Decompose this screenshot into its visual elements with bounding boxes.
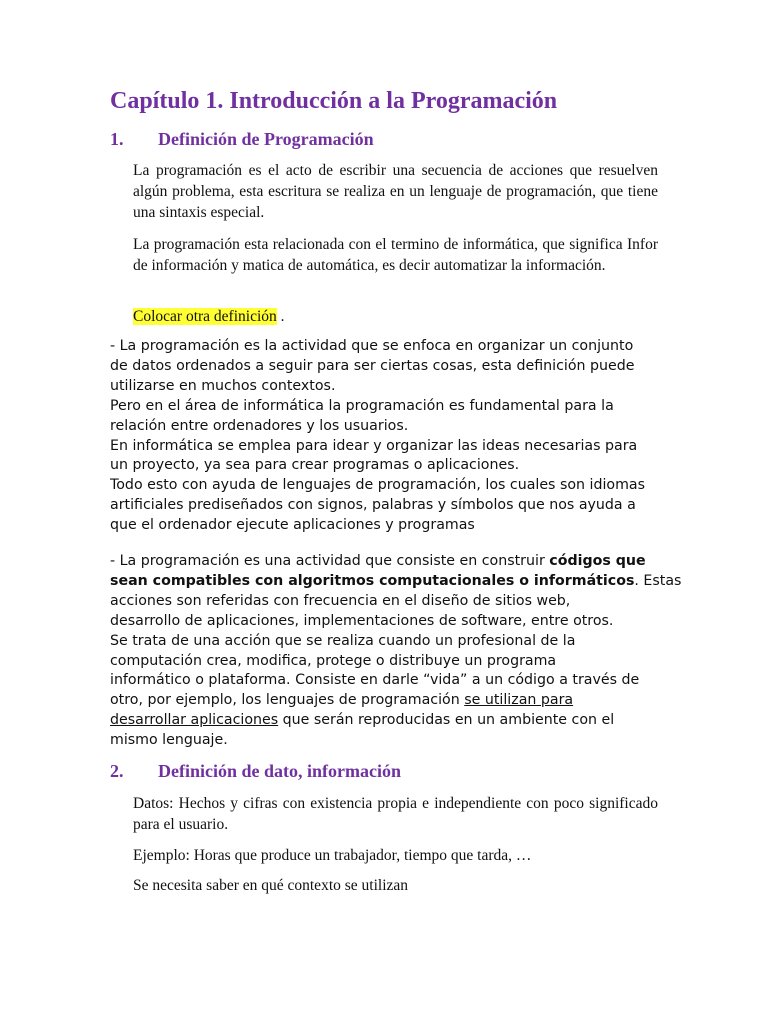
section-number: 1. xyxy=(110,129,124,149)
text-line: un proyecto, ya sea para crear programas o aplicaciones. xyxy=(110,457,520,474)
text-block xyxy=(110,552,682,751)
text-run: - La programación es una actividad que consiste en construir xyxy=(110,553,550,569)
paragraph: Se necesita saber en qué contexto se utilizan xyxy=(133,877,409,894)
bold-text: códigos que xyxy=(549,553,646,569)
text-line xyxy=(110,691,670,711)
text-line: que el ordenador ejecute aplicaciones y programas xyxy=(110,517,475,534)
underlined-text: desarrollar aplicaciones xyxy=(110,712,279,729)
text-line: En informática se emplea para idear y organizar las ideas necesarias para xyxy=(110,437,638,454)
text-line: Todo esto con ayuda de lenguajes de programación, los cuales son idiomas xyxy=(110,477,646,494)
text-line: acciones son referidas con frecuencia en el diseño de sitios web, xyxy=(110,592,571,609)
paragraph: Datos: Hechos y cifras con existencia propia e independiente con poco significado para el usuario. xyxy=(133,795,658,833)
text-line: de datos ordenados a seguir para ser ciertas cosas, esta definición puede xyxy=(110,357,635,374)
highlighted-note xyxy=(133,306,658,327)
underlined-text: se utilizan para xyxy=(464,692,574,709)
section-heading-2 xyxy=(110,759,401,783)
text-run: otro, por ejemplo, los lenguajes de programación xyxy=(110,692,465,709)
text-line: mismo lenguaje. xyxy=(110,732,228,749)
text-line: Pero en el área de informática la programación es fundamental para la xyxy=(110,397,614,414)
highlight-text: Colocar otra definición xyxy=(133,308,277,325)
text-line: Se trata de una acción que se realiza cuando un profesional de la xyxy=(110,632,576,649)
text-line xyxy=(110,711,670,731)
paragraph: La programación esta relacionada con el termino de informática, que significa Infor de información y matica de automática, es decir automatizar la información. xyxy=(133,236,658,274)
text-line: computación crea, modifica, protege o distribuye un programa xyxy=(110,652,557,669)
text-block xyxy=(110,337,670,536)
text-line: artificiales prediseñados con signos, palabras y símbolos que nos ayuda a xyxy=(110,497,636,514)
paragraph: La programación es el acto de escribir una secuencia de acciones que resuelven algún problema, esta escritura se realiza en un lenguaje de programación, que tiene una sintaxis especial. xyxy=(133,162,658,221)
chapter-title: Capítulo 1. Introducción a la Programación xyxy=(110,88,558,114)
text-line: desarrollo de aplicaciones, implementaciones de software, entre otros. xyxy=(110,612,614,629)
text-line xyxy=(110,552,670,572)
section-number: 2. xyxy=(110,761,124,781)
section-title: Definición de Programación xyxy=(158,129,374,149)
text-line: - La programación es la actividad que se enfoca en organizar un conjunto xyxy=(110,338,634,354)
text-run: . Estas xyxy=(634,572,682,589)
text-line xyxy=(110,572,682,592)
text-run: que serán reproducidas en un ambiente con el xyxy=(278,712,615,729)
text-line: informático o plataforma. Consiste en darle “vida” a un código a través de xyxy=(110,672,640,689)
text-line: relación entre ordenadores y los usuarios. xyxy=(110,417,409,434)
bold-text: sean compatibles con algoritmos computacionales o informáticos xyxy=(110,572,635,589)
section-heading-1 xyxy=(110,127,374,151)
note-trail: . xyxy=(276,308,285,325)
section-title: Definición de dato, información xyxy=(158,761,401,781)
text-line: utilizarse en muchos contextos. xyxy=(110,377,336,394)
paragraph: Ejemplo: Horas que produce un trabajador, tiempo que tarda, … xyxy=(133,847,532,864)
